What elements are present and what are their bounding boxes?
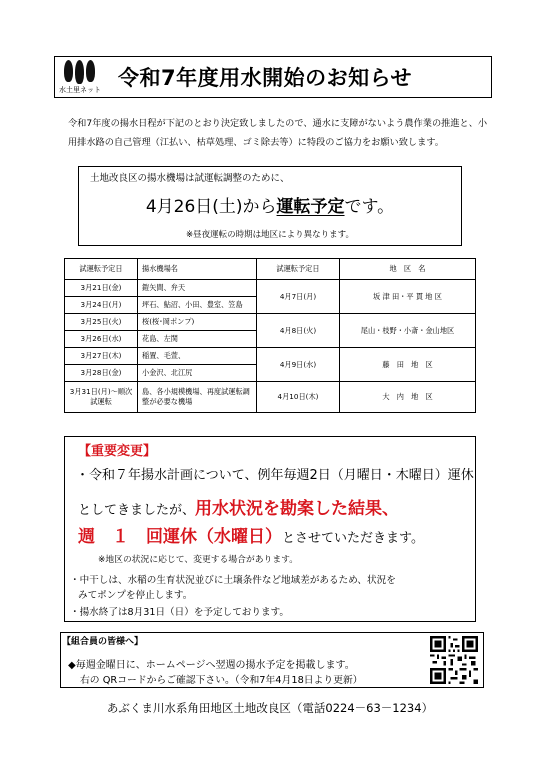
table-cell: 稲置、毛萱、 bbox=[138, 348, 257, 365]
important-line: ・令和７年揚水計画について、例年毎週2日（月曜日・木曜日）運休 bbox=[76, 468, 474, 483]
organization-logo bbox=[57, 58, 103, 96]
important-note: ※地区の状況に応じて、変更する場合があります。 bbox=[98, 555, 299, 565]
members-heading: 【組合員の皆様へ】 bbox=[62, 637, 144, 647]
table-cell: 尾山・枝野・小斎・金山地区 bbox=[340, 314, 476, 348]
table-cell: 坪石、鮎沼、小田、豊室、笠島 bbox=[138, 297, 257, 314]
logo-mark-center bbox=[75, 60, 84, 84]
table-cell: 3月21日(金) bbox=[65, 280, 138, 297]
table-cell: 4月9日(水) bbox=[257, 348, 340, 382]
table-cell: 4月10日(木) bbox=[257, 382, 340, 413]
notice-main bbox=[0, 192, 540, 217]
table-cell: 藤 田 地 区 bbox=[340, 348, 476, 382]
members-line: 右の QRコードからご確認下さい。（令和7年4月18日より更新） bbox=[80, 675, 363, 686]
column-header: 試運転予定日 bbox=[65, 259, 138, 280]
table-cell: 3月26日(水) bbox=[65, 331, 138, 348]
table-cell: 桜(桜･岡ポンプ) bbox=[138, 314, 257, 331]
table-row bbox=[65, 314, 476, 331]
table-cell: 島、各小規模機場、再度試運転調整が必要な機場 bbox=[138, 382, 257, 413]
notice-highlight: 運転予定 bbox=[276, 197, 345, 217]
table-cell: 4月8日(火) bbox=[257, 314, 340, 348]
important-text: としてきましたが、 bbox=[78, 503, 196, 518]
important-bullet: ・揚水終了は8月31日（日）を予定しております。 bbox=[70, 607, 290, 618]
notice-date: 4月26日(土)から bbox=[145, 197, 277, 217]
important-emphasis: 用水状況を勘案した結果、 bbox=[195, 499, 400, 519]
table-row bbox=[65, 280, 476, 297]
important-bullet: ・中干しは、水稲の生育状況並びに土壌条件など地域差があるため、状況を bbox=[70, 575, 396, 586]
page-title: 令和7年度用水開始のお知らせ bbox=[118, 66, 412, 90]
table-row bbox=[65, 348, 476, 365]
schedule-table bbox=[64, 258, 476, 413]
logo-mark-left bbox=[64, 60, 73, 82]
important-line bbox=[78, 494, 399, 519]
table-cell: 3月28日(金) bbox=[65, 365, 138, 382]
table-cell: 3月25日(火) bbox=[65, 314, 138, 331]
column-header: 揚水機場名 bbox=[138, 259, 257, 280]
table-header-row bbox=[65, 259, 476, 280]
table-cell: 3月31日(月)～順次試運転 bbox=[65, 382, 138, 413]
table-cell: 鎧矢間、弁天 bbox=[138, 280, 257, 297]
important-text: とさせていただきます。 bbox=[282, 531, 424, 546]
table-cell: 大 内 地 区 bbox=[340, 382, 476, 413]
table-cell: 花島、左関 bbox=[138, 331, 257, 348]
intro-paragraph: 令和7年度の揚水日程が下記のとおり決定致しましたので、通水に支障がないよう農作業の推進と、小用排水路の自己管理（江払い、枯草処理、ゴミ除去等）に特段のご協力をお願い致します。 bbox=[68, 118, 488, 148]
table-cell: 4月7日(月) bbox=[257, 280, 340, 314]
table-cell: 3月27日(木) bbox=[65, 348, 138, 365]
logo-mark-right bbox=[86, 60, 95, 82]
important-heading: 【重要変更】 bbox=[78, 444, 157, 459]
notice-suffix: です。 bbox=[344, 197, 395, 217]
table-cell: 坂 津 田・平 貫 地 区 bbox=[340, 280, 476, 314]
members-line: ◆毎週金曜日に、ホームページへ翌週の揚水予定を掲載します。 bbox=[68, 660, 355, 671]
notice-lead: 土地改良区の揚水機場は試運転調整のために、 bbox=[90, 173, 290, 184]
qr-code-icon[interactable] bbox=[430, 636, 478, 684]
table-cell: 3月24日(月) bbox=[65, 297, 138, 314]
important-emphasis: 週 １ 回運休（水曜日） bbox=[78, 527, 282, 547]
footer-contact: あぶくま川水系角田地区土地改良区（電話0224－63－1234） bbox=[106, 701, 434, 715]
table-row bbox=[65, 382, 476, 413]
important-line bbox=[78, 522, 424, 547]
column-header: 試運転予定日 bbox=[257, 259, 340, 280]
notice-note: ※昼夜運転の時期は地区により異なります。 bbox=[186, 230, 354, 240]
column-header: 地 区 名 bbox=[340, 259, 476, 280]
table-cell: 小金沢、北江尻 bbox=[138, 365, 257, 382]
logo-text: 水土里ネット bbox=[59, 86, 101, 94]
important-bullet: みてポンプを停止します。 bbox=[78, 590, 193, 601]
